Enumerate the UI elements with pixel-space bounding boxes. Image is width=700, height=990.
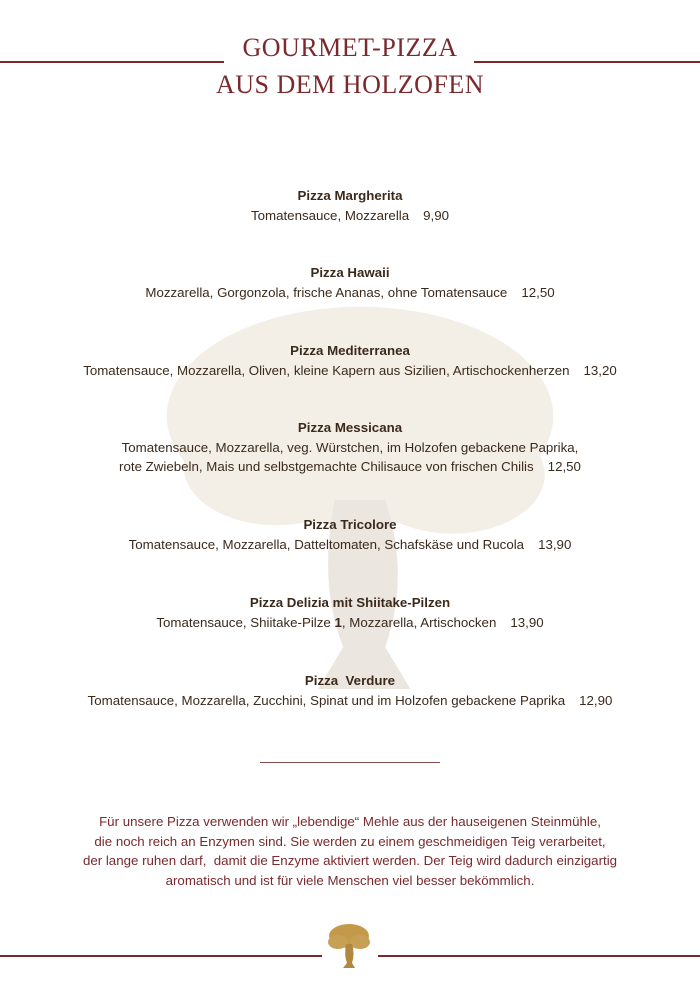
item-name: Pizza Tricolore — [303, 517, 397, 532]
section-divider — [260, 762, 440, 763]
info-line: aromatisch und ist für viele Menschen viel besser bekömmlich. — [165, 872, 535, 888]
item-price: 9,90 — [423, 207, 450, 223]
item-price: 12,90 — [579, 692, 613, 708]
item-price: 12,50 — [547, 459, 581, 474]
item-name: Pizza Hawaii — [310, 265, 390, 280]
item-name: Pizza Margherita — [297, 188, 403, 203]
menu-item-verdure — [0, 671, 700, 710]
item-name: Pizza Messicana — [297, 420, 403, 435]
menu-item-tricolore — [0, 515, 700, 554]
info-line: der lange ruhen darf, damit die Enzyme aktiviert werden. Der Teig wird dadurch einzigartig — [82, 853, 618, 869]
info-line: Für unsere Pizza verwenden wir „lebendige“ Mehle aus der hauseigenen Steinmühle, — [99, 814, 601, 829]
item-price: 13,20 — [583, 362, 617, 378]
allergen-marker: 1 — [334, 614, 342, 630]
flour-info-text — [0, 812, 700, 890]
item-name: Pizza Delizia mit Shiitake-Pilzen — [249, 595, 451, 610]
menu-item-hawaii — [0, 263, 700, 302]
item-description: Tomatensauce, Mozzarella, veg. Würstchen, im Holzofen gebackene Paprika, — [121, 439, 579, 455]
item-description: Tomatensauce, Mozzarella, Zucchini, Spinat und im Holzofen gebackene Paprika — [87, 692, 566, 708]
menu-item-delizia — [0, 593, 700, 632]
item-description-rest: , Mozzarella, Artischocken — [341, 614, 497, 630]
item-name: Pizza Mediterranea — [290, 343, 410, 358]
item-name: Pizza Verdure — [304, 673, 396, 688]
item-description: Tomatensauce, Mozzarella, Oliven, kleine Kapern aus Sizilien, Artischockenherzen — [83, 362, 570, 378]
item-price: 13,90 — [510, 614, 544, 630]
item-price: 13,90 — [538, 536, 572, 552]
item-description: Tomatensauce, Mozzarella, Datteltomaten, Schafskäse und Rucola — [128, 536, 525, 552]
info-line: die noch reich an Enzymen sind. Sie werden zu einem geschmeidigen Teig verarbeitet, — [94, 833, 606, 849]
footer-rule-right — [378, 955, 700, 957]
footer-rule-left — [0, 955, 322, 957]
olive-tree-icon — [326, 922, 372, 970]
item-description: Tomatensauce, Shiitake-Pilze — [156, 614, 335, 630]
page-title-line1: GOURMET-PIZZA — [242, 33, 458, 62]
menu-item-margherita — [0, 186, 700, 225]
page-title-line2: AUS DEM HOLZOFEN — [216, 70, 484, 99]
item-price: 12,50 — [521, 284, 555, 300]
menu-item-mediterranea — [0, 341, 700, 380]
item-description: rote Zwiebeln, Mais und selbstgemachte Chilisauce von frischen Chilis — [119, 459, 534, 474]
item-description: Tomatensauce, Mozzarella — [250, 207, 410, 223]
item-description: Mozzarella, Gorgonzola, frische Ananas, ohne Tomatensauce — [145, 284, 508, 300]
menu-item-messicana — [0, 418, 700, 477]
